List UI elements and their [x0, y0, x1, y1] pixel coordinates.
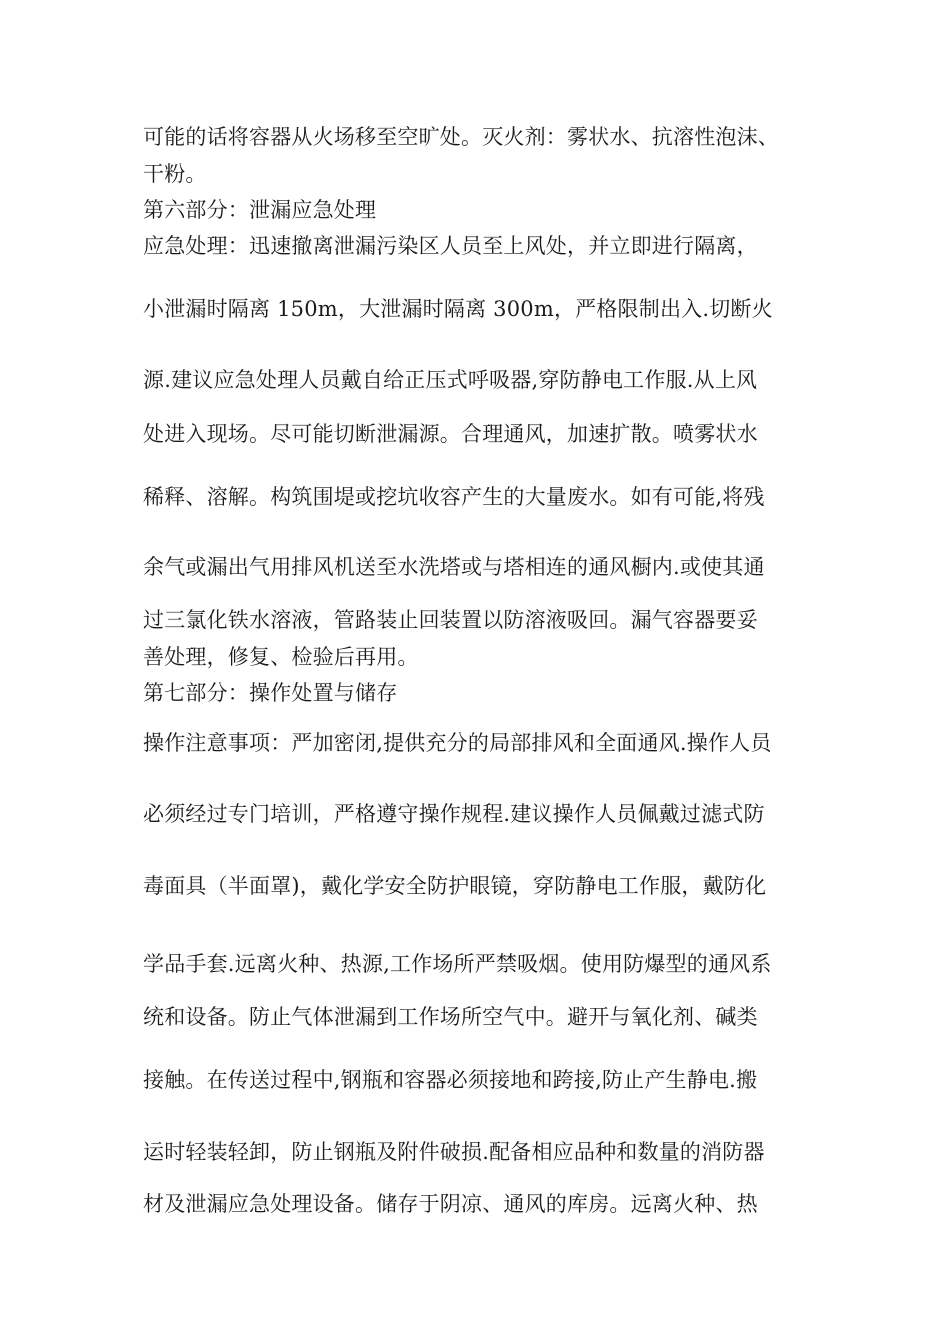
text-line: 接触。在传送过程中,钢瓶和容器必须接地和跨接,防止产生静电.搬	[143, 1068, 758, 1092]
text-line: 过三氯化铁水溶液，管路装止回装置以防溶液吸回。漏气容器要妥	[143, 608, 758, 632]
text-line: 稀释、溶解。构筑围堤或挖坑收容产生的大量废水。如有可能,将残	[143, 485, 765, 509]
text-line: 运时轻装轻卸，防止钢瓶及附件破损.配备相应品种和数量的消防器	[143, 1140, 765, 1164]
section-heading: 第七部分：操作处置与储存	[143, 681, 398, 705]
text-line: 小泄漏时隔离 150m，大泄漏时隔离 300m，严格限制出入.切断火	[143, 297, 773, 321]
text-line: 余气或漏出气用排风机送至水洗塔或与塔相连的通风橱内.或使其通	[143, 555, 765, 579]
text-line: 毒面具（半面罩)，戴化学安全防护眼镜，穿防静电工作服，戴防化	[143, 874, 767, 898]
text-line: 应急处理：迅速撤离泄漏污染区人员至上风处，并立即进行隔离，	[143, 234, 758, 258]
text-line: 处进入现场。尽可能切断泄漏源。合理通风，加速扩散。喷雾状水	[143, 422, 758, 446]
text-line: 学品手套.远离火种、热源,工作场所严禁吸烟。使用防爆型的通风系	[143, 952, 772, 976]
text-line: 源.建议应急处理人员戴自给正压式呼吸器,穿防静电工作服.从上风	[143, 368, 758, 392]
text-line: 善处理，修复、检验后再用。	[143, 645, 419, 669]
text-line: 统和设备。防止气体泄漏到工作场所空气中。避开与氧化剂、碱类	[143, 1005, 758, 1029]
section-heading: 第六部分：泄漏应急处理	[143, 198, 377, 222]
text-line: 必须经过专门培训，严格遵守操作规程.建议操作人员佩戴过滤式防	[143, 802, 765, 826]
text-line: 操作注意事项：严加密闭,提供充分的局部排风和全面通风.操作人员	[143, 731, 772, 755]
text-line: 可能的话将容器从火场移至空旷处。灭火剂：雾状水、抗溶性泡沫、	[143, 125, 779, 149]
text-line: 干粉。	[143, 162, 207, 186]
text-line: 材及泄漏应急处理设备。储存于阴凉、通风的库房。远离火种、热	[143, 1192, 758, 1216]
